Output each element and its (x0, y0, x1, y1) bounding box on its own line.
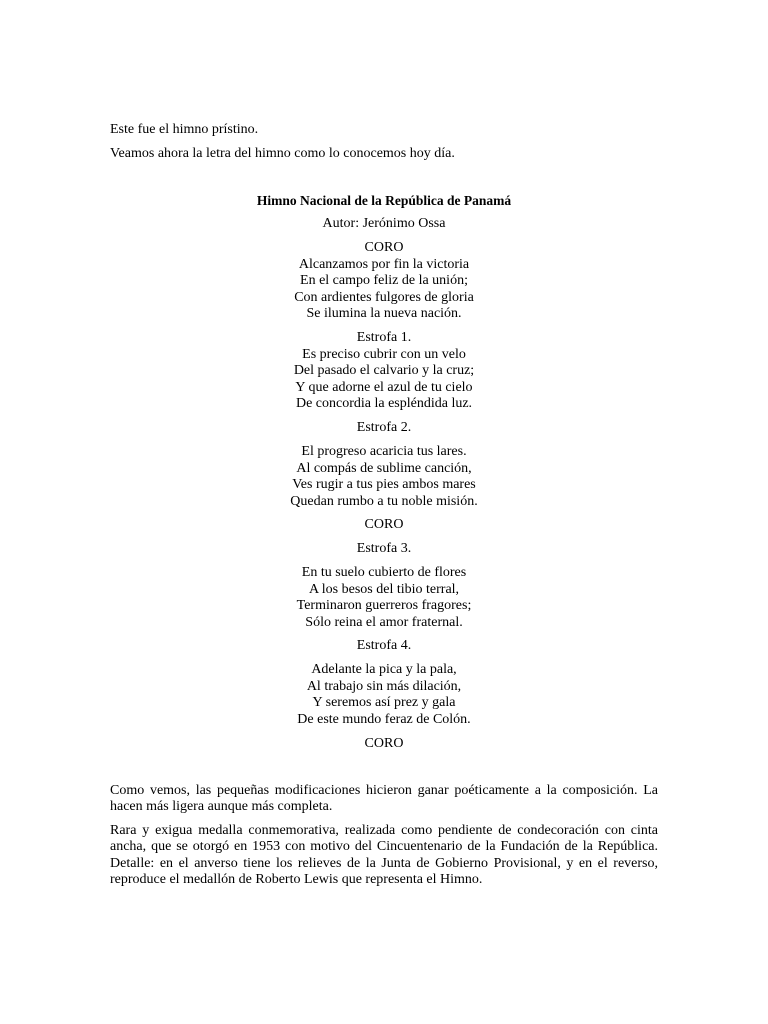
verse-line: Se ilumina la nueva nación. (306, 306, 462, 321)
intro-line-1: Este fue el himno prístino. (110, 122, 259, 137)
closing-para-2-line-4: reproduce el medallón de Roberto Lewis que representa el Himno. (110, 872, 483, 887)
verse-line: Terminaron guerreros fragores; (296, 598, 472, 613)
estrofa-3-heading: Estrofa 3. (356, 541, 412, 556)
verse-line: El progreso acaricia tus lares. (301, 444, 467, 459)
coro-heading: CORO (364, 240, 404, 255)
estrofa-1-block (110, 330, 658, 413)
verse-line: Al trabajo sin más dilación, (306, 678, 462, 694)
verse-line: Es preciso cubrir con un velo (302, 346, 466, 362)
verse-line: Del pasado el calvario y la cruz; (293, 363, 475, 378)
poem-title (110, 193, 658, 211)
verse-line: En el campo feliz de la unión; (300, 273, 468, 288)
verse-line: Alcanzamos por fin la victoria (298, 256, 470, 272)
verse-line: Con ardientes fulgores de gloria (294, 289, 474, 305)
verse-line: Y que adorne el azul de tu cielo (295, 379, 473, 395)
coro-block (110, 240, 658, 323)
closing-para-2-line-2: ancha, que se otorgó en 1953 con motivo del Cincuentenario de la Fundación de la República. (110, 839, 658, 854)
estrofa-1-heading: Estrofa 1. (356, 330, 412, 345)
verse-line: Quedan rumbo a tu noble misión. (290, 493, 478, 509)
poem-author: Autor: Jerónimo Ossa (322, 216, 446, 231)
estrofa-4-heading: Estrofa 4. (356, 638, 412, 653)
verse-line: De este mundo feraz de Colón. (297, 711, 471, 727)
closing-para-1-line-1: Como vemos, las pequeñas modificaciones hicieron ganar poéticamente a la composición. La (110, 783, 658, 798)
closing-para-1-line-2: hacen más ligera aunque más completa. (110, 799, 333, 814)
closing-para-2-line-3: Detalle: en el anverso tiene los relieves de la Junta de Gobierno Provisional, y en el reverso, (110, 856, 658, 871)
estrofa-3-block (110, 565, 658, 631)
verse-line: Al compás de sublime canción, (296, 460, 472, 476)
closing-para-2-line-1: Rara y exigua medalla conmemorativa, realizada como pendiente de condecoración con cinta (110, 823, 658, 838)
coro-repeat-2: CORO (364, 736, 404, 751)
estrofa-2-heading: Estrofa 2. (356, 420, 412, 435)
coro-repeat-1: CORO (364, 517, 404, 532)
verse-line: Sólo reina el amor fraternal. (305, 614, 463, 630)
verse-line: Ves rugir a tus pies ambos mares (292, 477, 476, 492)
verse-line: En tu suelo cubierto de flores (301, 565, 467, 580)
verse-line: Adelante la pica y la pala, (311, 662, 457, 677)
verse-line: A los besos del tibio terral, (308, 581, 460, 597)
estrofa-4-block (110, 662, 658, 728)
intro-line-2: Veamos ahora la letra del himno como lo conocemos hoy día. (110, 146, 455, 161)
verse-line: Y seremos así prez y gala (312, 695, 456, 710)
anthem-title: Himno Nacional de la República de Panamá (256, 193, 512, 208)
verse-line: De concordia la espléndida luz. (295, 396, 473, 411)
estrofa-2-block (110, 444, 658, 510)
